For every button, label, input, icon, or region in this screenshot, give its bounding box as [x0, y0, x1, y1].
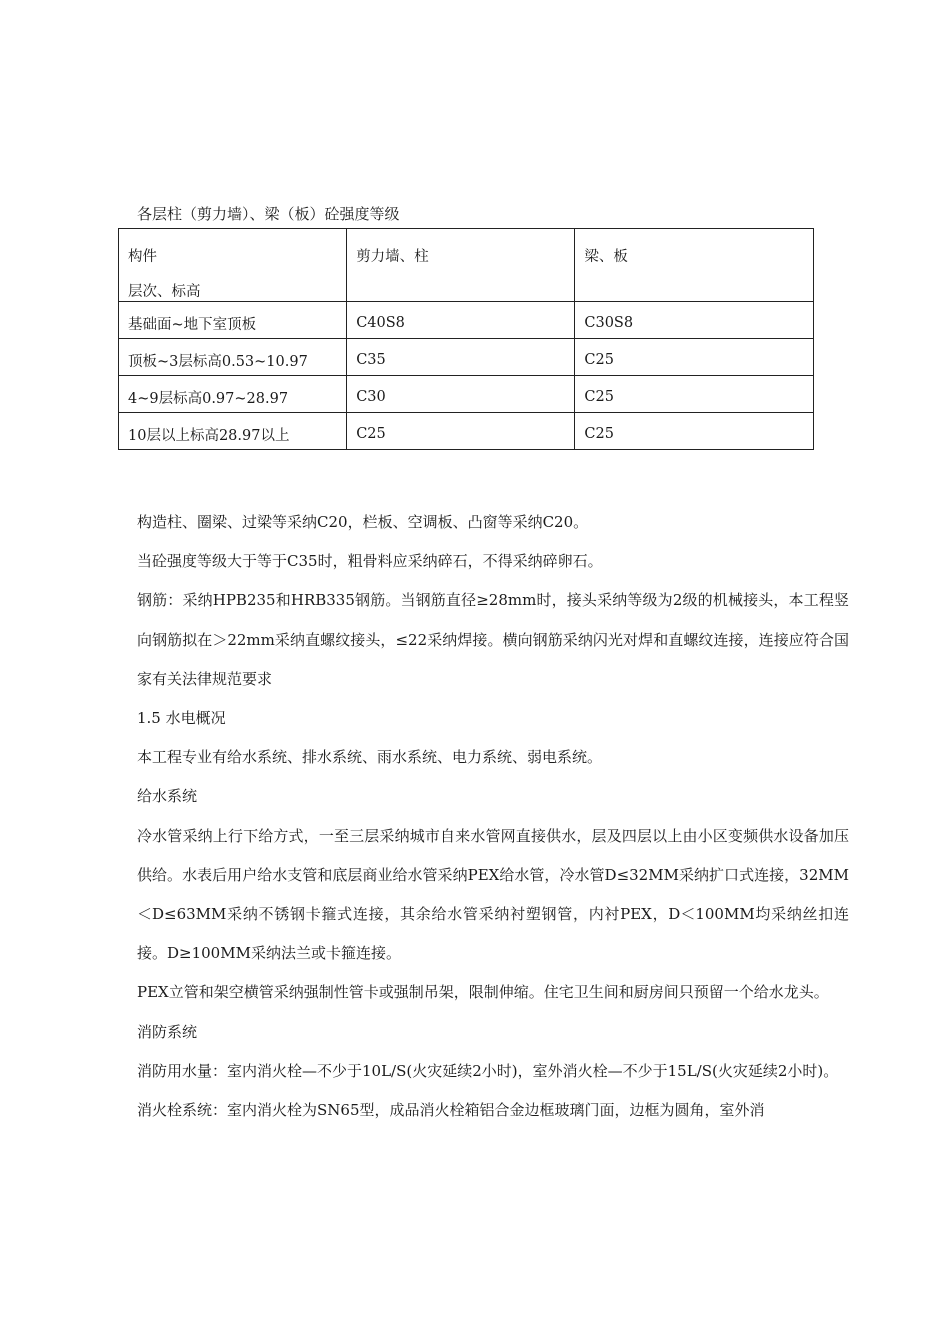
table-header-row	[119, 229, 814, 302]
table-row	[119, 339, 814, 376]
paragraph-systems: 本工程专业有给水系统、排水系统、雨水系统、电力系统、弱电系统。	[137, 748, 603, 767]
cell-level: 基础面~地下室顶板	[119, 302, 347, 339]
table-row	[119, 413, 814, 450]
table-caption: 各层柱（剪力墙）、梁（板）砼强度等级	[137, 205, 400, 223]
subheading-water-supply: 给水系统	[137, 787, 198, 806]
paragraph-secondary-members: 构造柱、圈梁、过梁等采纳C20，栏板、空调板、凸窗等采纳C20。	[137, 513, 589, 531]
table-row	[119, 376, 814, 413]
cell-level: 4~9层标高0.97~28.97	[119, 376, 347, 413]
paragraph-rebar: 钢筋：采纳HPB235和HRB335钢筋。当钢筋直径≥28mm时，接头采纳等级为2级的机械接头，本工程竖向钢筋拟在＞22mm采纳直螺纹接头，≤22采纳焊接。横向钢筋采纳闪光对焊和直螺纹连接，连接应符合国家有关法律规范要求	[137, 591, 849, 688]
concrete-grade-table	[118, 228, 814, 450]
paragraph-pex-pipes: PEX立管和架空横管采纳强制性管卡或强制吊架，限制伸缩。住宅卫生间和厨房间只预留一个给水龙头。	[137, 983, 829, 1002]
subheading-fire-protection: 消防系统	[137, 1022, 198, 1041]
paragraph-aggregate: 当砼强度等级大于等于C35时，粗骨料应采纳碎石，不得采纳碎卵石。	[137, 552, 603, 571]
paragraph-hydrant-system: 消火栓系统：室内消火栓为SN65型，成品消火栓箱铝合金边框玻璃门面，边框为圆角，室外消	[137, 1101, 765, 1120]
cell-level: 顶板~3层标高0.53~10.97	[119, 339, 347, 376]
cell-wall-grade: C35	[347, 339, 575, 376]
section-heading-utilities: 1.5 水电概况	[137, 709, 226, 728]
cell-level: 10层以上标高28.97以上	[119, 413, 347, 450]
paragraph-fire-water: 消防用水量：室内消火栓—不少于10L/S(火灾延续2小时)，室外消火栓—不少于15L/S(火灾延续2小时)。	[137, 1061, 839, 1080]
header-cell-beam-slab: 梁、板	[575, 229, 814, 302]
header-cell-wall-column: 剪力墙、柱	[347, 229, 575, 302]
body-text	[137, 503, 849, 1130]
header-member-label: 构件	[128, 249, 157, 265]
table-row	[119, 302, 814, 339]
cell-wall-grade: C40S8	[347, 302, 575, 339]
cell-beam-grade: C25	[575, 339, 814, 376]
header-cell-member-level	[119, 229, 347, 302]
header-level-label: 层次、标高	[128, 284, 201, 300]
cell-wall-grade: C30	[347, 376, 575, 413]
paragraph-water-supply: 冷水管采纳上行下给方式，一至三层采纳城市自来水管网直接供水，层及四层以上由小区变频供水设备加压供给。水表后用户给水支管和底层商业给水管采纳PEX给水管，冷水管D≤32MM采纳扩口式连接，32MM＜D≤63MM采纳不锈钢卡箍式连接，其余给水管采纳衬塑钢管，内衬PEX，D＜100MM均采纳丝扣连接。D≥100MM采纳法兰或卡箍连接。	[137, 826, 849, 963]
cell-beam-grade: C30S8	[575, 302, 814, 339]
cell-wall-grade: C25	[347, 413, 575, 450]
cell-beam-grade: C25	[575, 413, 814, 450]
cell-beam-grade: C25	[575, 376, 814, 413]
